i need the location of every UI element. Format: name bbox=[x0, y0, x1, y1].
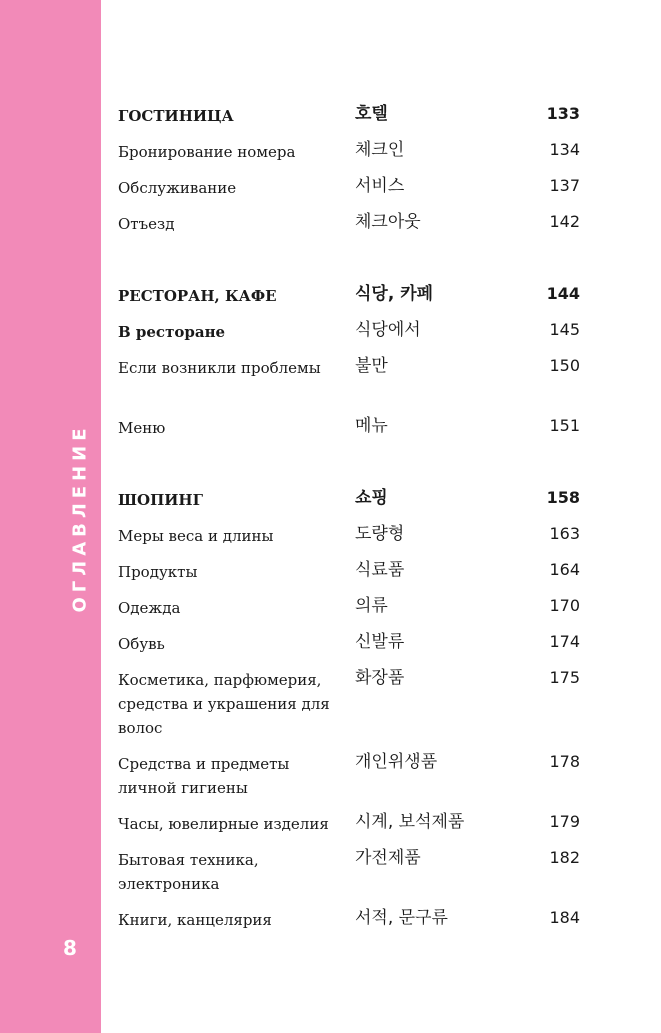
entry-title-ru: Меры веса и длины bbox=[118, 527, 274, 545]
side-title: ОГЛАВЛЕНИЕ bbox=[69, 423, 91, 613]
section-page: 158 bbox=[546, 488, 580, 507]
section-title-ru: ШОПИНГ bbox=[118, 491, 203, 509]
entry-title-ko: 화장품 bbox=[355, 668, 405, 688]
section-title-ru: РЕСТОРАН, КАФЕ bbox=[118, 287, 277, 305]
entry-title-ru: Меню bbox=[118, 419, 166, 437]
toc-entry[interactable] bbox=[118, 592, 580, 628]
toc-entry[interactable] bbox=[118, 136, 580, 172]
entry-title-ru: Часы, ювелирные изделия bbox=[118, 815, 329, 833]
table-of-contents bbox=[118, 100, 580, 940]
section-spacer bbox=[118, 448, 580, 484]
entry-page: 175 bbox=[549, 668, 580, 687]
entry-title-ru: Косметика, парфюмерия, средства и украшения для волос bbox=[118, 671, 330, 737]
entry-title-ko: 의류 bbox=[355, 596, 388, 616]
section-heading-restaurant[interactable] bbox=[118, 280, 580, 316]
entry-title-ko: 식료품 bbox=[355, 560, 405, 580]
entry-title-ko: 서적, 문구류 bbox=[355, 908, 448, 928]
entry-title-ko: 가전제품 bbox=[355, 848, 421, 868]
toc-entry[interactable] bbox=[118, 352, 580, 412]
section-title-ko: 식당, 카페 bbox=[355, 284, 434, 304]
entry-title-ko: 시계, 보석제품 bbox=[355, 812, 465, 832]
toc-entry[interactable] bbox=[118, 556, 580, 592]
entry-page: 179 bbox=[549, 812, 580, 831]
toc-entry[interactable] bbox=[118, 412, 580, 448]
entry-page: 184 bbox=[549, 908, 580, 927]
entry-title-ru: Если возникли проблемы bbox=[118, 359, 321, 377]
entry-title-ru: Средства и предметы личной гигиены bbox=[118, 755, 290, 797]
section-spacer bbox=[118, 244, 580, 280]
entry-title-ru: Обувь bbox=[118, 635, 165, 653]
entry-title-ru: Отъезд bbox=[118, 215, 175, 233]
entry-title-ko: 불만 bbox=[355, 356, 388, 376]
toc-entry[interactable] bbox=[118, 316, 580, 352]
section-title-ru: ГОСТИНИЦА bbox=[118, 107, 234, 125]
toc-entry[interactable] bbox=[118, 208, 580, 244]
entry-page: 170 bbox=[549, 596, 580, 615]
section-heading-shopping[interactable] bbox=[118, 484, 580, 520]
section-page: 144 bbox=[546, 284, 580, 303]
section-heading-hotel[interactable] bbox=[118, 100, 580, 136]
entry-title-ko: 메뉴 bbox=[355, 416, 388, 436]
toc-entry[interactable] bbox=[118, 172, 580, 208]
toc-entry[interactable] bbox=[118, 628, 580, 664]
entry-title-ru: Одежда bbox=[118, 599, 181, 617]
entry-page: 178 bbox=[549, 752, 580, 771]
entry-page: 164 bbox=[549, 560, 580, 579]
entry-page: 145 bbox=[549, 320, 580, 339]
entry-page: 182 bbox=[549, 848, 580, 867]
toc-entry[interactable] bbox=[118, 664, 580, 748]
entry-title-ko: 체크아웃 bbox=[355, 212, 421, 232]
section-page: 133 bbox=[546, 104, 580, 123]
toc-entry[interactable] bbox=[118, 520, 580, 556]
entry-page: 151 bbox=[549, 416, 580, 435]
toc-entry[interactable] bbox=[118, 844, 580, 904]
toc-entry[interactable] bbox=[118, 808, 580, 844]
page-number: 8 bbox=[63, 936, 77, 960]
entry-title-ko: 식당에서 bbox=[355, 320, 421, 340]
entry-page: 137 bbox=[549, 176, 580, 195]
entry-title-ko: 개인위생품 bbox=[355, 752, 438, 772]
entry-title-ru: В ресторане bbox=[118, 323, 226, 341]
entry-title-ru: Продукты bbox=[118, 563, 198, 581]
entry-title-ru: Бронирование номера bbox=[118, 143, 296, 161]
entry-title-ko: 체크인 bbox=[355, 140, 405, 160]
entry-page: 150 bbox=[549, 356, 580, 375]
toc-entry[interactable] bbox=[118, 904, 580, 940]
entry-title-ru: Обслуживание bbox=[118, 179, 237, 197]
entry-title-ko: 서비스 bbox=[355, 176, 405, 196]
entry-title-ko: 도량형 bbox=[355, 524, 405, 544]
toc-entry[interactable] bbox=[118, 748, 580, 808]
section-title-ko: 호텔 bbox=[355, 104, 388, 124]
entry-page: 142 bbox=[549, 212, 580, 231]
entry-page: 174 bbox=[549, 632, 580, 651]
entry-page: 163 bbox=[549, 524, 580, 543]
entry-title-ru: Книги, канцелярия bbox=[118, 911, 272, 929]
entry-title-ru: Бытовая техника, электроника bbox=[118, 851, 259, 893]
section-title-ko: 쇼핑 bbox=[355, 488, 388, 508]
entry-title-ko: 신발류 bbox=[355, 632, 405, 652]
entry-page: 134 bbox=[549, 140, 580, 159]
